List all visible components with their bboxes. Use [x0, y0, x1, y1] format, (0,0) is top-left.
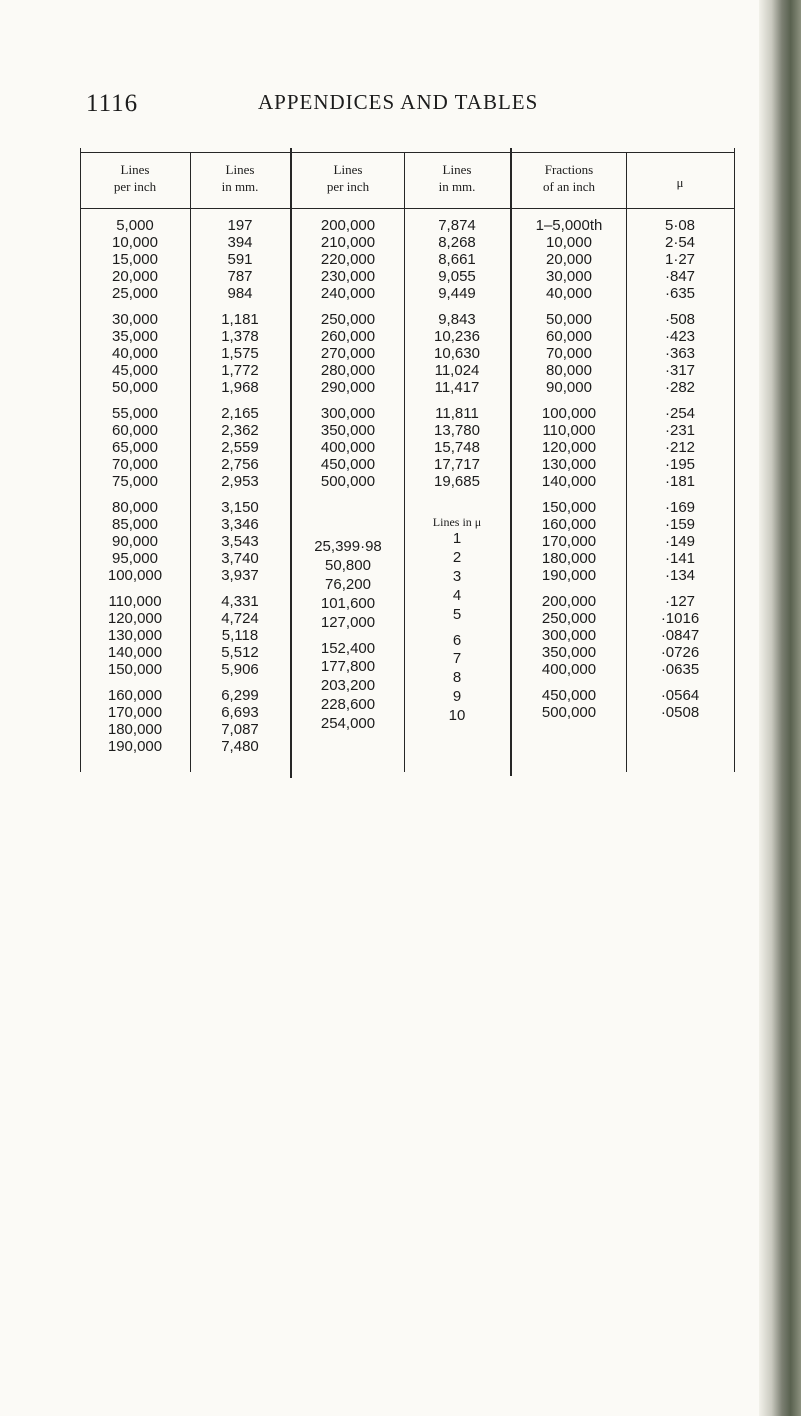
cell-lines-per-inch: 120,000 — [107, 609, 163, 627]
column-header-line: μ — [676, 175, 684, 190]
cell-lines-per-inch: 85,000 — [112, 515, 158, 533]
cell-lines-in-mm-b: 10,630 — [434, 345, 480, 363]
cell-micron: ·317 — [664, 362, 696, 380]
cell-fraction-of-inch: 140,000 — [541, 473, 597, 491]
cell-lines-in-mm: 197 — [227, 217, 253, 234]
cell-fraction-of-inch: 150,000 — [541, 498, 597, 516]
cell-micron: ·0847 — [660, 626, 700, 644]
cell-lines-in-mm: 1,968 — [221, 379, 259, 397]
cell-fraction-of-inch: 180,000 — [541, 550, 597, 567]
cell-lines-per-inch: 150,000 — [107, 661, 163, 678]
column-header-1 — [80, 161, 190, 195]
cell-lines-per-inch: 95,000 — [112, 550, 158, 567]
cell-lines-in-mm: 2,165 — [221, 404, 259, 422]
cell-micron: ·363 — [664, 345, 696, 363]
cell-fraction-of-inch: 350,000 — [541, 643, 597, 661]
cell-micron: 2·54 — [664, 234, 696, 252]
cell-lines-per-inch-b: 290,000 — [320, 379, 376, 397]
cell-lines-per-inch: 130,000 — [107, 626, 163, 644]
cell-lines-per-inch-b: 350,000 — [320, 421, 376, 439]
cell-fraction-of-inch: 190,000 — [541, 567, 597, 585]
cell-lines-per-inch: 70,000 — [112, 456, 158, 474]
cell-lines-in-mm-b: 13,780 — [434, 421, 480, 439]
column-header-line: Lines — [120, 162, 150, 177]
cell-lines-in-mm: 591 — [227, 251, 253, 269]
cell-lines-per-inch: 170,000 — [107, 703, 163, 721]
cell-micron: ·423 — [664, 328, 696, 345]
cell-lines-in-micron: 5 — [452, 605, 462, 623]
cell-fraction-of-inch: 130,000 — [541, 456, 597, 474]
cell-fraction-of-inch: 160,000 — [541, 515, 597, 533]
cell-lines-per-inch: 55,000 — [112, 404, 158, 422]
cell-micron: ·141 — [664, 550, 696, 567]
cell-lines-in-mm: 3,543 — [221, 532, 259, 550]
cell-fraction-of-inch: 1–5,000th — [535, 217, 603, 234]
cell-lines-per-inch-b: 240,000 — [320, 285, 376, 303]
cell-lines-per-inch-b: 500,000 — [320, 473, 376, 491]
cell-lines-per-inch: 45,000 — [112, 362, 158, 380]
cell-fraction-of-inch: 50,000 — [546, 310, 592, 328]
cell-micron: ·1016 — [660, 609, 700, 627]
cell-micron: ·0635 — [660, 661, 700, 678]
cell-lines-in-mm-b: 9,843 — [438, 310, 476, 328]
cell-lines-per-inch-b: 250,000 — [320, 310, 376, 328]
cell-micron: ·847 — [664, 268, 696, 286]
column-header-line: of an inch — [543, 179, 595, 194]
cell-lines-per-inch: 75,000 — [112, 473, 158, 491]
column-header-line: in mm. — [221, 179, 259, 194]
cell-micron: ·169 — [664, 498, 696, 516]
cell-lines-in-mm: 5,906 — [221, 661, 259, 678]
cell-lines-per-inch: 35,000 — [112, 328, 158, 345]
column-header-6 — [626, 174, 734, 191]
table-top-rule — [80, 152, 734, 153]
cell-lines-in-mm-b: 11,417 — [434, 379, 480, 397]
cell-lines-in-mm: 1,378 — [221, 328, 259, 345]
cell-lines-per-inch-micron: 25,399·98 — [314, 538, 382, 555]
cell-lines-in-mm: 4,331 — [221, 592, 259, 610]
cell-lines-per-inch-micron: 76,200 — [325, 575, 371, 593]
cell-micron: ·0564 — [660, 686, 700, 704]
column-header-line: Lines — [442, 162, 472, 177]
cell-micron: ·127 — [664, 592, 696, 610]
cell-fraction-of-inch: 110,000 — [542, 421, 596, 439]
cell-lines-per-inch-micron: 228,600 — [320, 696, 376, 714]
cell-fraction-of-inch: 250,000 — [541, 609, 597, 627]
column-header-line: per inch — [113, 179, 157, 194]
cell-lines-per-inch-micron: 152,400 — [320, 639, 376, 657]
cell-lines-per-inch-b: 400,000 — [320, 439, 376, 456]
column-divider-7 — [734, 148, 735, 772]
cell-lines-per-inch-micron: 254,000 — [320, 715, 376, 733]
cell-lines-per-inch-micron: 50,800 — [325, 556, 371, 574]
cell-lines-in-mm-b: 19,685 — [434, 473, 480, 491]
cell-lines-per-inch: 80,000 — [112, 498, 158, 516]
cell-micron: ·195 — [664, 456, 696, 474]
cell-lines-per-inch-b: 280,000 — [320, 362, 376, 380]
cell-lines-in-micron: 6 — [452, 631, 462, 649]
cell-lines-per-inch: 160,000 — [107, 686, 163, 704]
cell-lines-in-mm-b: 15,748 — [434, 439, 480, 456]
cell-lines-per-inch: 65,000 — [112, 439, 158, 456]
cell-lines-in-mm: 3,740 — [221, 550, 259, 567]
cell-lines-per-inch-b: 230,000 — [320, 268, 376, 286]
cell-lines-in-micron: 9 — [452, 688, 462, 706]
cell-lines-in-mm-b: 9,449 — [438, 285, 476, 303]
cell-fraction-of-inch: 30,000 — [546, 268, 592, 286]
cell-lines-per-inch-b: 450,000 — [320, 456, 376, 474]
column-header-5 — [512, 161, 626, 195]
column-header-line: in mm. — [438, 179, 476, 194]
column-header-line: Lines — [333, 162, 363, 177]
cell-fraction-of-inch: 400,000 — [541, 661, 597, 678]
cell-fraction-of-inch: 80,000 — [546, 362, 592, 380]
cell-lines-in-mm: 984 — [227, 285, 253, 303]
cell-lines-in-micron: 10 — [448, 707, 466, 725]
cell-lines-per-inch: 110,000 — [108, 592, 162, 610]
cell-lines-per-inch: 5,000 — [116, 217, 154, 234]
cell-fraction-of-inch: 70,000 — [546, 345, 592, 363]
cell-lines-per-inch: 30,000 — [112, 310, 158, 328]
column-header-4 — [404, 161, 510, 195]
cell-lines-per-inch-micron: 203,200 — [320, 677, 376, 695]
cell-lines-per-inch-b: 260,000 — [320, 328, 376, 345]
cell-micron: 5·08 — [664, 217, 696, 234]
cell-lines-per-inch: 10,000 — [112, 234, 158, 252]
cell-micron: ·159 — [664, 515, 696, 533]
cell-lines-in-mm: 3,346 — [221, 515, 259, 533]
cell-lines-per-inch: 25,000 — [112, 285, 158, 303]
cell-lines-in-mm: 2,362 — [221, 421, 259, 439]
cell-lines-in-micron: 8 — [452, 669, 462, 687]
cell-lines-per-inch: 100,000 — [107, 567, 163, 585]
cell-lines-per-inch: 180,000 — [107, 720, 163, 738]
cell-lines-per-inch: 60,000 — [112, 421, 158, 439]
cell-lines-per-inch: 140,000 — [107, 643, 163, 661]
cell-lines-in-micron: 7 — [452, 650, 462, 668]
cell-lines-in-micron: 2 — [452, 548, 462, 566]
cell-lines-per-inch-b: 270,000 — [320, 345, 376, 363]
cell-lines-in-mm-b: 10,236 — [434, 328, 480, 345]
cell-lines-in-mm: 394 — [227, 234, 253, 252]
cell-fraction-of-inch: 20,000 — [546, 251, 592, 269]
cell-fraction-of-inch: 40,000 — [546, 285, 592, 303]
cell-lines-in-mm: 5,118 — [221, 626, 259, 644]
cell-fraction-of-inch: 200,000 — [541, 592, 597, 610]
cell-lines-per-inch: 20,000 — [112, 268, 158, 286]
header-bottom-rule — [80, 208, 734, 209]
cell-lines-in-mm: 2,756 — [221, 456, 259, 474]
cell-lines-per-inch: 90,000 — [112, 532, 158, 550]
cell-lines-in-mm: 1,181 — [221, 310, 259, 328]
cell-fraction-of-inch: 100,000 — [541, 404, 597, 422]
cell-lines-per-inch: 40,000 — [112, 345, 158, 363]
cell-lines-per-inch: 15,000 — [112, 251, 158, 269]
cell-micron: ·282 — [664, 379, 696, 397]
cell-lines-per-inch-b: 300,000 — [320, 404, 376, 422]
cell-lines-in-mm: 7,480 — [221, 737, 259, 755]
cell-lines-in-mm-b: 17,717 — [434, 456, 480, 474]
cell-fraction-of-inch: 170,000 — [541, 532, 597, 550]
cell-lines-in-mm: 787 — [227, 268, 253, 286]
cell-micron: ·254 — [664, 404, 696, 422]
cell-lines-per-inch-b: 220,000 — [320, 251, 376, 269]
cell-lines-per-inch-b: 210,000 — [320, 234, 376, 252]
cell-lines-in-mm: 2,953 — [221, 473, 259, 491]
cell-lines-in-mm: 3,150 — [221, 498, 259, 516]
cell-micron: ·231 — [664, 421, 696, 439]
cell-lines-in-mm: 4,724 — [221, 609, 259, 627]
cell-lines-per-inch-micron: 101,600 — [320, 594, 376, 612]
cell-micron: ·212 — [664, 439, 696, 456]
cell-lines-in-mm: 1,575 — [221, 345, 259, 363]
cell-micron: 1·27 — [664, 251, 696, 269]
column-header-line: Lines — [225, 162, 255, 177]
cell-micron: ·0508 — [660, 703, 700, 721]
cell-micron: ·0726 — [660, 643, 700, 661]
cell-lines-in-mm-b: 8,268 — [438, 234, 476, 252]
page-number: 1116 — [86, 90, 139, 117]
cell-micron: ·134 — [664, 567, 696, 585]
cell-lines-per-inch-micron: 127,000 — [320, 613, 376, 631]
column-header-2 — [190, 161, 290, 195]
cell-lines-in-mm-b: 7,874 — [438, 217, 476, 234]
running-head: APPENDICES AND TABLES — [258, 90, 539, 114]
cell-micron: ·149 — [664, 532, 696, 550]
cell-lines-per-inch-micron: 177,800 — [320, 658, 376, 676]
cell-micron: ·635 — [664, 285, 696, 303]
cell-lines-in-micron: 1 — [452, 530, 462, 547]
column-header-line: Fractions — [544, 162, 594, 177]
cell-lines-in-mm: 6,693 — [221, 703, 259, 721]
cell-micron: ·181 — [664, 473, 696, 491]
cell-lines-in-micron: 3 — [452, 567, 462, 585]
cell-lines-in-mm: 5,512 — [221, 643, 259, 661]
cell-fraction-of-inch: 500,000 — [541, 703, 597, 721]
cell-lines-in-micron: 4 — [452, 586, 462, 604]
cell-micron: ·508 — [664, 310, 696, 328]
cell-lines-in-mm-b: 8,661 — [438, 251, 476, 269]
cell-lines-in-mm-b: 11,024 — [434, 362, 480, 380]
cell-fraction-of-inch: 450,000 — [541, 686, 597, 704]
cell-lines-per-inch: 50,000 — [112, 379, 158, 397]
cell-fraction-of-inch: 10,000 — [546, 234, 592, 252]
cell-lines-in-mm: 3,937 — [221, 567, 259, 585]
cell-lines-in-mm: 2,559 — [221, 439, 259, 456]
cell-lines-per-inch-b: 200,000 — [320, 217, 376, 234]
cell-lines-in-mm: 6,299 — [221, 686, 259, 704]
cell-lines-in-mm: 7,087 — [221, 720, 259, 738]
cell-fraction-of-inch: 90,000 — [546, 379, 592, 397]
cell-fraction-of-inch: 300,000 — [541, 626, 597, 644]
column-header-line: per inch — [326, 179, 370, 194]
cell-lines-in-mm-b: 11,811 — [435, 404, 479, 422]
subheader-lines-in-micron: Lines in μ — [432, 515, 482, 529]
cell-lines-in-mm-b: 9,055 — [438, 268, 476, 286]
page-edge-shadow — [759, 0, 801, 1416]
cell-fraction-of-inch: 60,000 — [546, 328, 592, 345]
cell-lines-in-mm: 1,772 — [221, 362, 259, 380]
cell-fraction-of-inch: 120,000 — [541, 439, 597, 456]
column-header-3 — [292, 161, 404, 195]
cell-lines-per-inch: 190,000 — [107, 737, 163, 755]
